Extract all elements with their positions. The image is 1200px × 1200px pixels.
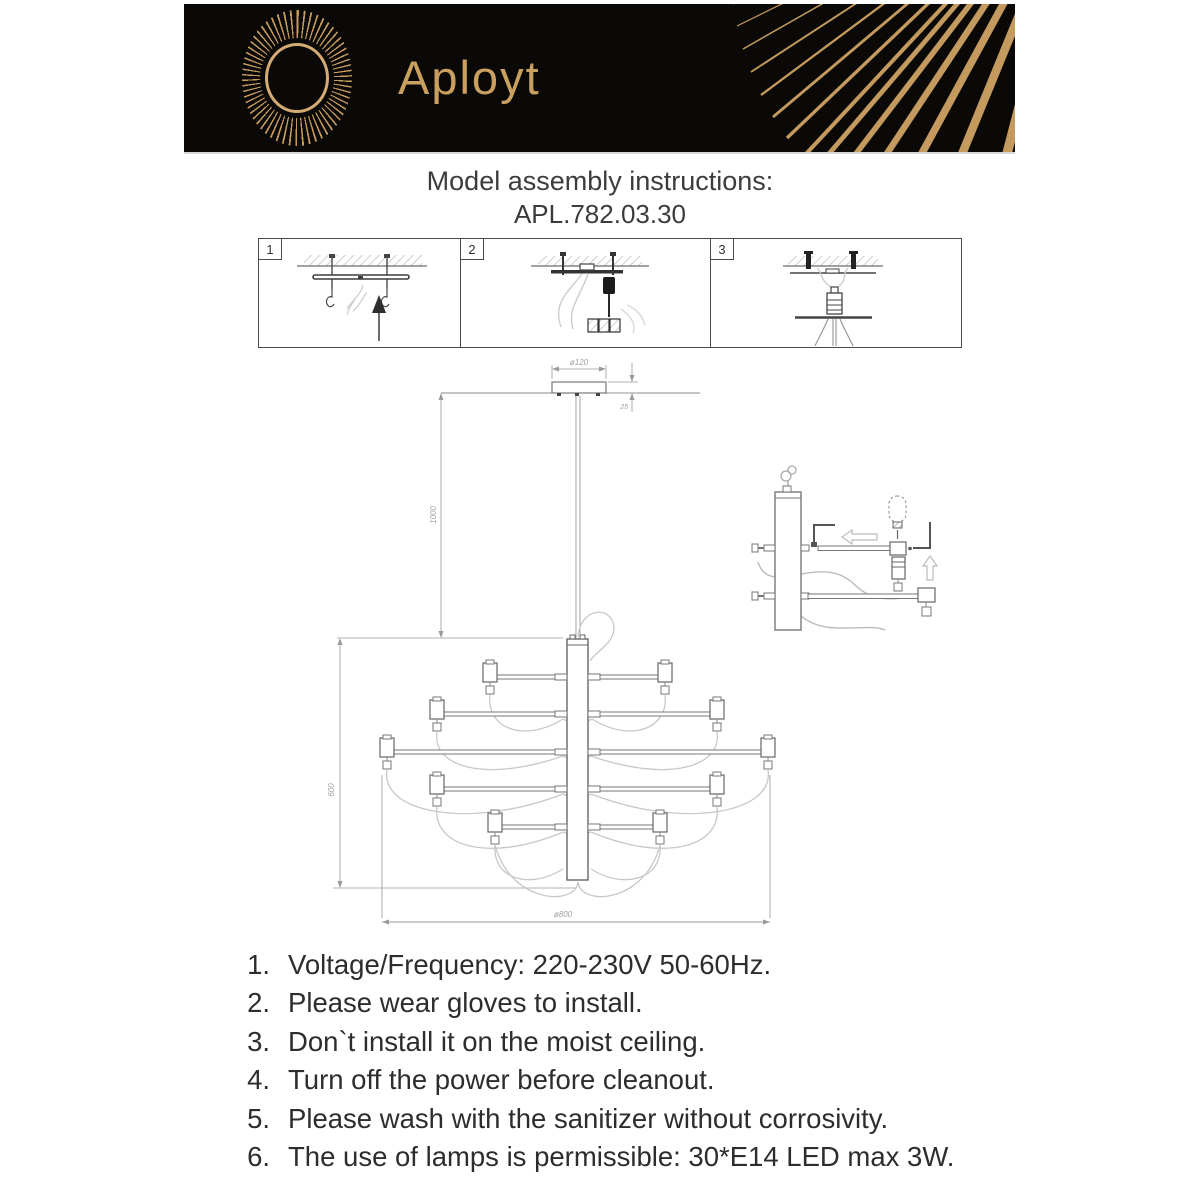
dim-suspension-length: 1000 <box>429 506 438 524</box>
step2-diagram <box>461 239 709 346</box>
bulb-outline-icon <box>889 496 906 522</box>
instruction-text: Don`t install it on the moist ceiling. <box>288 1025 706 1057</box>
instruction-text: Voltage/Frequency: 220-230V 50-60Hz. <box>288 949 772 980</box>
dim-canopy-height: 25 <box>620 404 628 411</box>
instruction-number: 5. <box>247 1102 270 1134</box>
arm-assembly-detail-diagram <box>750 450 960 640</box>
step-number-1: 1 <box>259 239 282 260</box>
instruction-text: Turn off the power before cleanout. <box>288 1064 715 1096</box>
instruction-text: Please wash with the sanitizer without corrosivity. <box>288 1102 889 1134</box>
step-panel-3 <box>710 238 962 348</box>
instruction-item <box>222 1138 1072 1176</box>
dim-body-height: 600 <box>327 783 336 797</box>
instruction-item <box>222 1100 1072 1138</box>
step-number-3: 3 <box>711 239 734 260</box>
header-banner <box>184 4 1015 154</box>
instruction-number: 3. <box>247 1025 270 1057</box>
instruction-text: Please wear gloves to install. <box>288 987 643 1019</box>
instruction-number: 6. <box>247 1141 270 1173</box>
step-panel-2 <box>460 238 712 348</box>
step-panel-1 <box>258 238 462 348</box>
instruction-item <box>222 946 1072 984</box>
instruction-item <box>222 1023 1072 1061</box>
instruction-item <box>222 1061 1072 1099</box>
instruction-text: The use of lamps is permissible: 30*E14 LED max 3W. <box>288 1141 955 1173</box>
instruction-number: 2. <box>247 987 270 1019</box>
instruction-number: 4. <box>247 1064 270 1096</box>
brand-name: Aployt <box>398 51 541 104</box>
step-number-2: 2 <box>461 239 484 260</box>
instruction-number: 1. <box>247 949 270 980</box>
instruction-item <box>222 984 1072 1022</box>
step1-diagram <box>259 239 459 346</box>
insert-up-arrow-icon <box>923 556 937 580</box>
chandelier-diagram <box>320 355 790 935</box>
dim-body-diameter: ø800 <box>553 910 573 919</box>
decorative-rays-icon <box>725 4 1015 152</box>
dim-canopy-diameter: ø120 <box>569 358 589 367</box>
instructions-list <box>222 946 1072 1176</box>
step3-diagram <box>711 239 959 346</box>
insert-left-arrow-icon <box>842 530 877 544</box>
model-number: APL.782.03.30 <box>513 199 687 229</box>
page-title: Model assembly instructions: <box>426 166 774 196</box>
sunburst-logo-center <box>265 43 329 113</box>
